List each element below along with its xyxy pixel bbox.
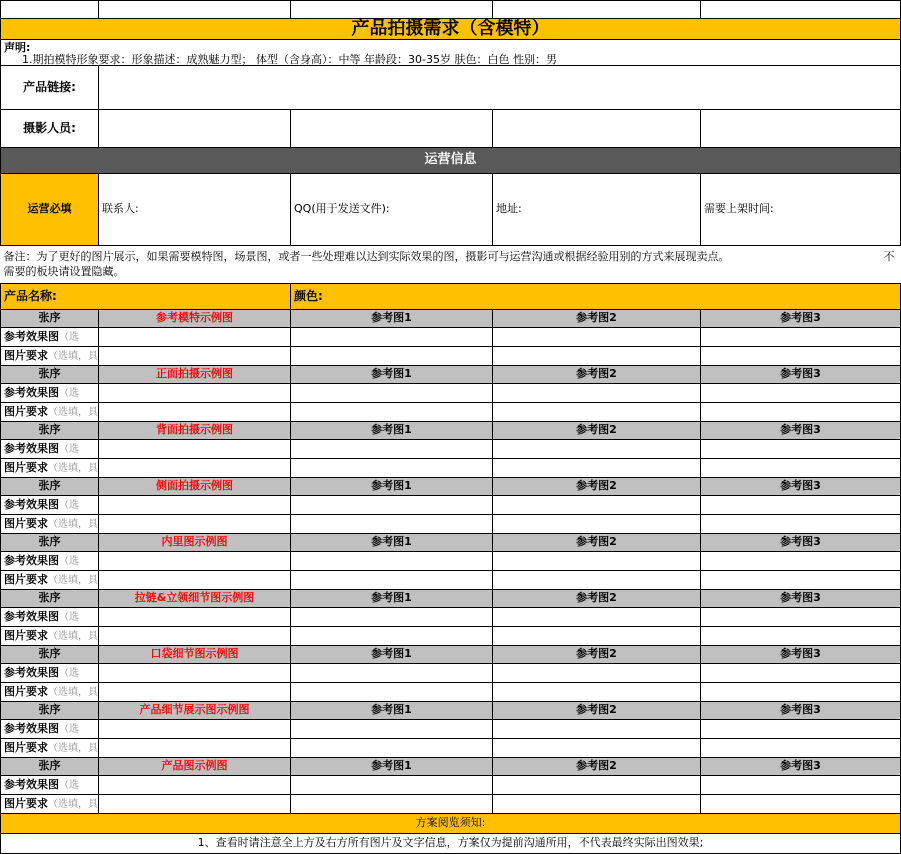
effect-label: 参考效果图 [4, 497, 59, 511]
requirement-note: （选填，具 [48, 518, 98, 530]
requirement-cell[interactable] [701, 682, 901, 701]
seq-label: 张序 [1, 365, 99, 383]
effect-label: 参考效果图 [4, 329, 59, 343]
requirement-row [1, 682, 901, 701]
requirement-note: （选填，具 [48, 350, 98, 362]
photographer-input[interactable] [99, 109, 291, 147]
effect-note: （选 [59, 611, 79, 623]
requirement-cell[interactable] [291, 738, 493, 757]
declaration-cell[interactable] [1, 39, 901, 65]
section-title[interactable]: 参考模特示例图 [99, 309, 291, 327]
contact-field[interactable]: 联系人: [99, 173, 291, 245]
requirement-note: （选填，具 [48, 574, 98, 586]
requirement-cell[interactable] [99, 626, 291, 645]
ref1-label: 参考图1 [291, 309, 493, 327]
seq-label: 张序 [1, 309, 99, 327]
requirement-note: （选填，具 [48, 798, 98, 810]
effect-row [1, 775, 901, 794]
ref1-label: 参考图1 [291, 365, 493, 383]
effect-row [1, 495, 901, 514]
ref2-label: 参考图2 [493, 365, 701, 383]
effect-cell[interactable] [493, 439, 701, 458]
effect-cell[interactable] [701, 663, 901, 682]
effect-cell[interactable] [493, 495, 701, 514]
effect-cell[interactable] [291, 775, 493, 794]
requirement-cell[interactable] [291, 402, 493, 421]
requirement-note: （选填，具 [48, 742, 98, 754]
effect-cell[interactable] [701, 719, 901, 738]
effect-cell[interactable] [493, 327, 701, 346]
seq-label: 张序 [1, 533, 99, 551]
requirement-cell[interactable] [701, 514, 901, 533]
effect-cell[interactable] [99, 327, 291, 346]
requirement-row [1, 458, 901, 477]
seq-label: 张序 [1, 757, 99, 775]
ref3-label: 参考图3 [701, 589, 901, 607]
effect-label: 参考效果图 [4, 665, 59, 679]
requirement-label-cell [1, 626, 99, 645]
ops-title[interactable]: 运营信息 [1, 147, 901, 173]
note-cell[interactable] [1, 245, 901, 283]
ref3-label: 参考图3 [701, 533, 901, 551]
effect-label-cell [1, 383, 99, 402]
declaration-row [1, 39, 901, 65]
ref2-label: 参考图2 [493, 589, 701, 607]
section-header-row [1, 589, 901, 607]
effect-cell[interactable] [493, 719, 701, 738]
requirement-cell[interactable] [493, 682, 701, 701]
seq-label: 张序 [1, 589, 99, 607]
requirement-label: 图片要求 [4, 628, 48, 642]
product-name-label[interactable]: 产品名称: [1, 283, 291, 309]
requirement-cell[interactable] [493, 458, 701, 477]
effect-label-cell [1, 327, 99, 346]
ref3-label: 参考图3 [701, 421, 901, 439]
ref1-label: 参考图1 [291, 701, 493, 719]
effect-cell[interactable] [291, 495, 493, 514]
requirement-cell[interactable] [493, 626, 701, 645]
effect-note: （选 [59, 499, 79, 511]
section-header-row [1, 477, 901, 495]
effect-cell[interactable] [493, 607, 701, 626]
effect-label-cell [1, 663, 99, 682]
effect-cell[interactable] [701, 551, 901, 570]
ref2-label: 参考图2 [493, 757, 701, 775]
seq-label: 张序 [1, 421, 99, 439]
requirement-cell[interactable] [701, 570, 901, 589]
requirement-cell[interactable] [99, 682, 291, 701]
ref1-label: 参考图1 [291, 757, 493, 775]
requirement-cell[interactable] [99, 794, 291, 813]
stub-cell[interactable] [291, 1, 493, 19]
effect-cell[interactable] [493, 775, 701, 794]
section-title[interactable]: 产品细节展示图示例图 [99, 701, 291, 719]
footer-line[interactable]: 1、查看时请注意全上方及右方所有图片及文字信息，方案仅为提前沟通所用，不代表最终实际出图效果; [1, 833, 901, 853]
requirement-cell[interactable] [493, 402, 701, 421]
effect-cell[interactable] [291, 719, 493, 738]
requirement-row [1, 346, 901, 365]
requirement-row [1, 794, 901, 813]
effect-cell[interactable] [99, 439, 291, 458]
requirement-label: 图片要求 [4, 572, 48, 586]
effect-cell[interactable] [701, 607, 901, 626]
declaration-label: 声明: [4, 40, 31, 54]
requirement-cell[interactable] [493, 514, 701, 533]
ref3-label: 参考图3 [701, 757, 901, 775]
section-header-row [1, 533, 901, 551]
effect-label-cell [1, 719, 99, 738]
effect-cell[interactable] [701, 327, 901, 346]
photographer-label: 摄影人员: [1, 109, 99, 147]
requirement-row [1, 738, 901, 757]
section-header-row [1, 645, 901, 663]
requirement-note: （选填，具 [48, 462, 98, 474]
seq-label: 张序 [1, 645, 99, 663]
requirement-label: 图片要求 [4, 684, 48, 698]
effect-cell[interactable] [493, 663, 701, 682]
section-title[interactable]: 口袋细节图示例图 [99, 645, 291, 663]
photographer-input[interactable] [701, 109, 901, 147]
seq-label: 张序 [1, 477, 99, 495]
requirement-cell[interactable] [493, 738, 701, 757]
effect-cell[interactable] [701, 495, 901, 514]
ref2-label: 参考图2 [493, 309, 701, 327]
qq-field[interactable]: QQ(用于发送文件): [291, 173, 493, 245]
requirement-cell[interactable] [99, 402, 291, 421]
requirement-label: 图片要求 [4, 740, 48, 754]
note-line2: 需要的板块请设置隐藏。 [3, 265, 125, 279]
effect-cell[interactable] [99, 607, 291, 626]
requirement-cell[interactable] [701, 346, 901, 365]
requirement-cell[interactable] [99, 458, 291, 477]
requirement-label: 图片要求 [4, 348, 48, 362]
photographer-row [1, 109, 901, 147]
product-link-input[interactable] [99, 65, 901, 109]
section-title[interactable]: 内里图示例图 [99, 533, 291, 551]
section-header-row [1, 421, 901, 439]
effect-note: （选 [59, 555, 79, 567]
ref3-label: 参考图3 [701, 309, 901, 327]
effect-cell[interactable] [291, 383, 493, 402]
requirement-cell[interactable] [701, 458, 901, 477]
note-tail: 不 [883, 249, 895, 263]
effect-cell[interactable] [99, 495, 291, 514]
requirement-cell[interactable] [291, 794, 493, 813]
section-header-row [1, 757, 901, 775]
color-label[interactable]: 颜色: [291, 283, 901, 309]
requirement-label: 图片要求 [4, 796, 48, 810]
requirement-cell[interactable] [291, 626, 493, 645]
requirement-cell[interactable] [493, 794, 701, 813]
photographer-input[interactable] [493, 109, 701, 147]
effect-note: （选 [59, 779, 79, 791]
footer-title-row [1, 813, 901, 833]
requirement-cell[interactable] [99, 346, 291, 365]
requirement-cell[interactable] [291, 682, 493, 701]
declaration-text: 1.期拍模特形象要求：形象描述：成熟魅力型； 体型（含身高）：中等 年龄段：30-35岁 肤色：白色 性别：男 [22, 52, 557, 66]
requirement-label-cell [1, 682, 99, 701]
effect-note: （选 [59, 331, 79, 343]
section-header-row [1, 701, 901, 719]
requirement-label: 图片要求 [4, 460, 48, 474]
requirement-row [1, 570, 901, 589]
title-row [1, 19, 901, 40]
section-title[interactable]: 正面拍摄示例图 [99, 365, 291, 383]
ref2-label: 参考图2 [493, 477, 701, 495]
requirement-cell[interactable] [701, 738, 901, 757]
requirement-note: （选填，具 [48, 406, 98, 418]
stub-cell[interactable] [493, 1, 701, 19]
product-link-row [1, 65, 901, 109]
requirement-label: 图片要求 [4, 404, 48, 418]
footer-title[interactable]: 方案阅览须知: [1, 813, 901, 833]
ref2-label: 参考图2 [493, 421, 701, 439]
requirement-cell[interactable] [291, 346, 493, 365]
page-title[interactable]: 产品拍摄需求（含模特） [1, 19, 901, 40]
ref1-label: 参考图1 [291, 421, 493, 439]
effect-cell[interactable] [701, 439, 901, 458]
effect-label-cell [1, 439, 99, 458]
effect-cell[interactable] [291, 663, 493, 682]
address-field[interactable]: 地址: [493, 173, 701, 245]
section-header-row [1, 309, 901, 327]
effect-cell[interactable] [291, 439, 493, 458]
ref3-label: 参考图3 [701, 477, 901, 495]
requirement-cell[interactable] [99, 514, 291, 533]
product-row [1, 283, 901, 309]
effect-label: 参考效果图 [4, 441, 59, 455]
requirement-label: 图片要求 [4, 516, 48, 530]
section-title[interactable]: 侧面拍摄示例图 [99, 477, 291, 495]
effect-cell[interactable] [493, 551, 701, 570]
seq-label: 张序 [1, 701, 99, 719]
effect-cell[interactable] [701, 383, 901, 402]
requirement-row [1, 402, 901, 421]
effect-label-cell [1, 607, 99, 626]
product-link-label: 产品链接: [1, 65, 99, 109]
effect-row [1, 327, 901, 346]
requirement-label-cell [1, 402, 99, 421]
ref1-label: 参考图1 [291, 645, 493, 663]
effect-label: 参考效果图 [4, 553, 59, 567]
effect-cell[interactable] [99, 383, 291, 402]
effect-row [1, 663, 901, 682]
footer-line-row [1, 833, 901, 853]
stub-cell[interactable] [99, 1, 291, 19]
effect-cell[interactable] [291, 607, 493, 626]
effect-row [1, 719, 901, 738]
requirement-note: （选填，具 [48, 630, 98, 642]
requirement-cell[interactable] [291, 514, 493, 533]
effect-row [1, 439, 901, 458]
requirement-cell[interactable] [291, 570, 493, 589]
ref3-label: 参考图3 [701, 701, 901, 719]
ref2-label: 参考图2 [493, 701, 701, 719]
requirement-label-cell [1, 738, 99, 757]
effect-label-cell [1, 775, 99, 794]
effect-label: 参考效果图 [4, 721, 59, 735]
ref1-label: 参考图1 [291, 589, 493, 607]
note-row [1, 245, 901, 283]
ref3-label: 参考图3 [701, 365, 901, 383]
requirement-cell[interactable] [291, 458, 493, 477]
effect-cell[interactable] [99, 551, 291, 570]
section-header-row [1, 365, 901, 383]
requirement-row [1, 626, 901, 645]
ops-required-label: 运营必填 [1, 173, 99, 245]
ops-required-row [1, 173, 901, 245]
effect-cell[interactable] [99, 719, 291, 738]
effect-cell[interactable] [291, 551, 493, 570]
requirement-cell[interactable] [493, 570, 701, 589]
requirement-label-cell [1, 794, 99, 813]
effect-row [1, 551, 901, 570]
note-text: 备注：为了更好的图片展示，如果需要模特图，场景图，或者一些处理难以达到实际效果的图，摄影可与运营沟通或根据经验用别的方式来展现卖点。 [3, 250, 730, 264]
effect-cell[interactable] [291, 327, 493, 346]
section-title[interactable]: 拉链&立领细节图示例图 [99, 589, 291, 607]
effect-note: （选 [59, 443, 79, 455]
photographer-input[interactable] [291, 109, 493, 147]
effect-label-cell [1, 495, 99, 514]
requirement-cell[interactable] [701, 626, 901, 645]
requirement-row [1, 514, 901, 533]
effect-note: （选 [59, 387, 79, 399]
section-title[interactable]: 背面拍摄示例图 [99, 421, 291, 439]
effect-cell[interactable] [701, 775, 901, 794]
requirement-cell[interactable] [493, 346, 701, 365]
section-title[interactable]: 产品图示例图 [99, 757, 291, 775]
ops-header-row [1, 147, 901, 173]
requirement-label-cell [1, 346, 99, 365]
ref3-label: 参考图3 [701, 645, 901, 663]
stub-cell[interactable] [1, 1, 99, 19]
effect-label: 参考效果图 [4, 609, 59, 623]
effect-label: 参考效果图 [4, 777, 59, 791]
top-stub-row [1, 1, 901, 19]
requirement-label-cell [1, 514, 99, 533]
requirement-label-cell [1, 570, 99, 589]
effect-row [1, 383, 901, 402]
ref2-label: 参考图2 [493, 533, 701, 551]
effect-label-cell [1, 551, 99, 570]
requirement-note: （选填，具 [48, 686, 98, 698]
requirement-cell[interactable] [701, 794, 901, 813]
stub-cell[interactable] [701, 1, 901, 19]
effect-note: （选 [59, 667, 79, 679]
shelf-time-field[interactable]: 需要上架时间: [701, 173, 901, 245]
effect-cell[interactable] [493, 383, 701, 402]
ref1-label: 参考图1 [291, 533, 493, 551]
effect-label: 参考效果图 [4, 385, 59, 399]
effect-cell[interactable] [99, 663, 291, 682]
effect-row [1, 607, 901, 626]
effect-cell[interactable] [99, 775, 291, 794]
requirement-cell[interactable] [701, 402, 901, 421]
requirement-cell[interactable] [99, 570, 291, 589]
requirement-label-cell [1, 458, 99, 477]
effect-note: （选 [59, 723, 79, 735]
ref2-label: 参考图2 [493, 645, 701, 663]
requirement-cell[interactable] [99, 738, 291, 757]
ref1-label: 参考图1 [291, 477, 493, 495]
